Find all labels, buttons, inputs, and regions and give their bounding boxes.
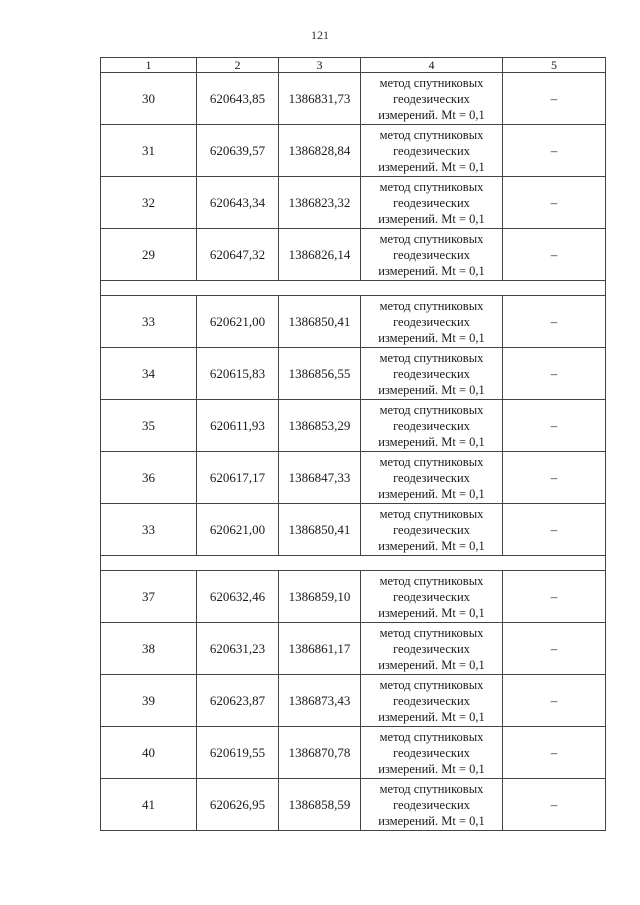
method-cell [361, 504, 503, 556]
x-coordinate-cell: 620647,32 [197, 229, 279, 281]
point-number-cell: 35 [101, 400, 197, 452]
method-cell [361, 177, 503, 229]
method-line: измерений. Mt = 0,1 [378, 107, 485, 122]
method-line: геодезических [393, 91, 470, 106]
page-number: 121 [311, 28, 329, 42]
method-line: геодезических [393, 470, 470, 485]
y-coordinate-cell: 1386850,41 [279, 296, 361, 348]
group-separator-row [101, 281, 606, 296]
note-cell: – [503, 400, 606, 452]
method-line: измерений. Mt = 0,1 [378, 434, 485, 449]
method-line: метод спутниковых [379, 350, 484, 365]
note-cell: – [503, 452, 606, 504]
y-coordinate-cell: 1386856,55 [279, 348, 361, 400]
method-line: измерений. Mt = 0,1 [378, 538, 485, 553]
method-cell [361, 73, 503, 125]
method-line: измерений. Mt = 0,1 [378, 761, 485, 776]
x-coordinate-cell: 620623,87 [197, 675, 279, 727]
note-cell: – [503, 571, 606, 623]
table-row [101, 125, 606, 177]
table-body [101, 73, 606, 831]
column-header: 4 [361, 58, 503, 73]
table-row [101, 779, 606, 831]
y-coordinate-cell: 1386826,14 [279, 229, 361, 281]
table-row [101, 348, 606, 400]
method-line: геодезических [393, 195, 470, 210]
method-line: геодезических [393, 693, 470, 708]
table-row [101, 452, 606, 504]
x-coordinate-cell: 620619,55 [197, 727, 279, 779]
method-line: метод спутниковых [379, 781, 484, 796]
table-row [101, 675, 606, 727]
table-row [101, 400, 606, 452]
point-number-cell: 37 [101, 571, 197, 623]
method-line: геодезических [393, 745, 470, 760]
method-line: метод спутниковых [379, 179, 484, 194]
note-cell: – [503, 623, 606, 675]
x-coordinate-cell: 620617,17 [197, 452, 279, 504]
method-cell [361, 452, 503, 504]
method-cell [361, 779, 503, 831]
method-line: измерений. Mt = 0,1 [378, 813, 485, 828]
x-coordinate-cell: 620631,23 [197, 623, 279, 675]
y-coordinate-cell: 1386823,32 [279, 177, 361, 229]
column-header: 1 [101, 58, 197, 73]
point-number-cell: 38 [101, 623, 197, 675]
y-coordinate-cell: 1386853,29 [279, 400, 361, 452]
group-separator-row [101, 556, 606, 571]
method-line: метод спутниковых [379, 231, 484, 246]
method-line: измерений. Mt = 0,1 [378, 605, 485, 620]
column-header: 5 [503, 58, 606, 73]
point-number-cell: 41 [101, 779, 197, 831]
y-coordinate-cell: 1386831,73 [279, 73, 361, 125]
method-line: измерений. Mt = 0,1 [378, 486, 485, 501]
column-header: 3 [279, 58, 361, 73]
y-coordinate-cell: 1386870,78 [279, 727, 361, 779]
point-number-cell: 40 [101, 727, 197, 779]
method-line: геодезических [393, 366, 470, 381]
method-line: геодезических [393, 247, 470, 262]
method-line: геодезических [393, 314, 470, 329]
method-line: геодезических [393, 589, 470, 604]
y-coordinate-cell: 1386847,33 [279, 452, 361, 504]
method-cell [361, 675, 503, 727]
method-line: измерений. Mt = 0,1 [378, 382, 485, 397]
method-cell [361, 571, 503, 623]
point-number-cell: 32 [101, 177, 197, 229]
table-row [101, 177, 606, 229]
method-line: метод спутниковых [379, 127, 484, 142]
method-line: метод спутниковых [379, 506, 484, 521]
method-cell [361, 348, 503, 400]
y-coordinate-cell: 1386858,59 [279, 779, 361, 831]
method-line: метод спутниковых [379, 402, 484, 417]
point-number-cell: 36 [101, 452, 197, 504]
note-cell: – [503, 504, 606, 556]
note-cell: – [503, 125, 606, 177]
method-cell [361, 125, 503, 177]
method-cell [361, 623, 503, 675]
point-number-cell: 39 [101, 675, 197, 727]
method-line: геодезических [393, 418, 470, 433]
method-line: геодезических [393, 143, 470, 158]
note-cell: – [503, 779, 606, 831]
note-cell: – [503, 348, 606, 400]
x-coordinate-cell: 620632,46 [197, 571, 279, 623]
method-line: метод спутниковых [379, 677, 484, 692]
method-cell [361, 400, 503, 452]
table-row [101, 73, 606, 125]
method-line: метод спутниковых [379, 454, 484, 469]
point-number-cell: 33 [101, 504, 197, 556]
coordinates-table [100, 57, 606, 831]
x-coordinate-cell: 620621,00 [197, 296, 279, 348]
note-cell: – [503, 675, 606, 727]
point-number-cell: 34 [101, 348, 197, 400]
method-line: метод спутниковых [379, 298, 484, 313]
y-coordinate-cell: 1386828,84 [279, 125, 361, 177]
method-line: измерений. Mt = 0,1 [378, 657, 485, 672]
x-coordinate-cell: 620611,93 [197, 400, 279, 452]
table-header-row [101, 58, 606, 73]
table-row [101, 571, 606, 623]
x-coordinate-cell: 620626,95 [197, 779, 279, 831]
y-coordinate-cell: 1386861,17 [279, 623, 361, 675]
point-number-cell: 33 [101, 296, 197, 348]
note-cell: – [503, 177, 606, 229]
x-coordinate-cell: 620643,34 [197, 177, 279, 229]
point-number-cell: 29 [101, 229, 197, 281]
x-coordinate-cell: 620615,83 [197, 348, 279, 400]
note-cell: – [503, 73, 606, 125]
point-number-cell: 31 [101, 125, 197, 177]
method-cell [361, 727, 503, 779]
y-coordinate-cell: 1386859,10 [279, 571, 361, 623]
table-row [101, 296, 606, 348]
x-coordinate-cell: 620621,00 [197, 504, 279, 556]
method-line: измерений. Mt = 0,1 [378, 159, 485, 174]
note-cell: – [503, 727, 606, 779]
note-cell: – [503, 296, 606, 348]
y-coordinate-cell: 1386873,43 [279, 675, 361, 727]
method-line: измерений. Mt = 0,1 [378, 709, 485, 724]
method-line: метод спутниковых [379, 729, 484, 744]
method-line: измерений. Mt = 0,1 [378, 330, 485, 345]
method-line: геодезических [393, 641, 470, 656]
table-row [101, 623, 606, 675]
method-line: метод спутниковых [379, 75, 484, 90]
method-cell [361, 229, 503, 281]
x-coordinate-cell: 620639,57 [197, 125, 279, 177]
method-line: метод спутниковых [379, 573, 484, 588]
method-line: геодезических [393, 522, 470, 537]
y-coordinate-cell: 1386850,41 [279, 504, 361, 556]
point-number-cell: 30 [101, 73, 197, 125]
note-cell: – [503, 229, 606, 281]
method-cell [361, 296, 503, 348]
x-coordinate-cell: 620643,85 [197, 73, 279, 125]
method-line: измерений. Mt = 0,1 [378, 263, 485, 278]
table-row [101, 727, 606, 779]
column-header: 2 [197, 58, 279, 73]
table-row [101, 504, 606, 556]
separator-cell [101, 556, 606, 571]
method-line: геодезических [393, 797, 470, 812]
table-row [101, 229, 606, 281]
method-line: метод спутниковых [379, 625, 484, 640]
separator-cell [101, 281, 606, 296]
method-line: измерений. Mt = 0,1 [378, 211, 485, 226]
